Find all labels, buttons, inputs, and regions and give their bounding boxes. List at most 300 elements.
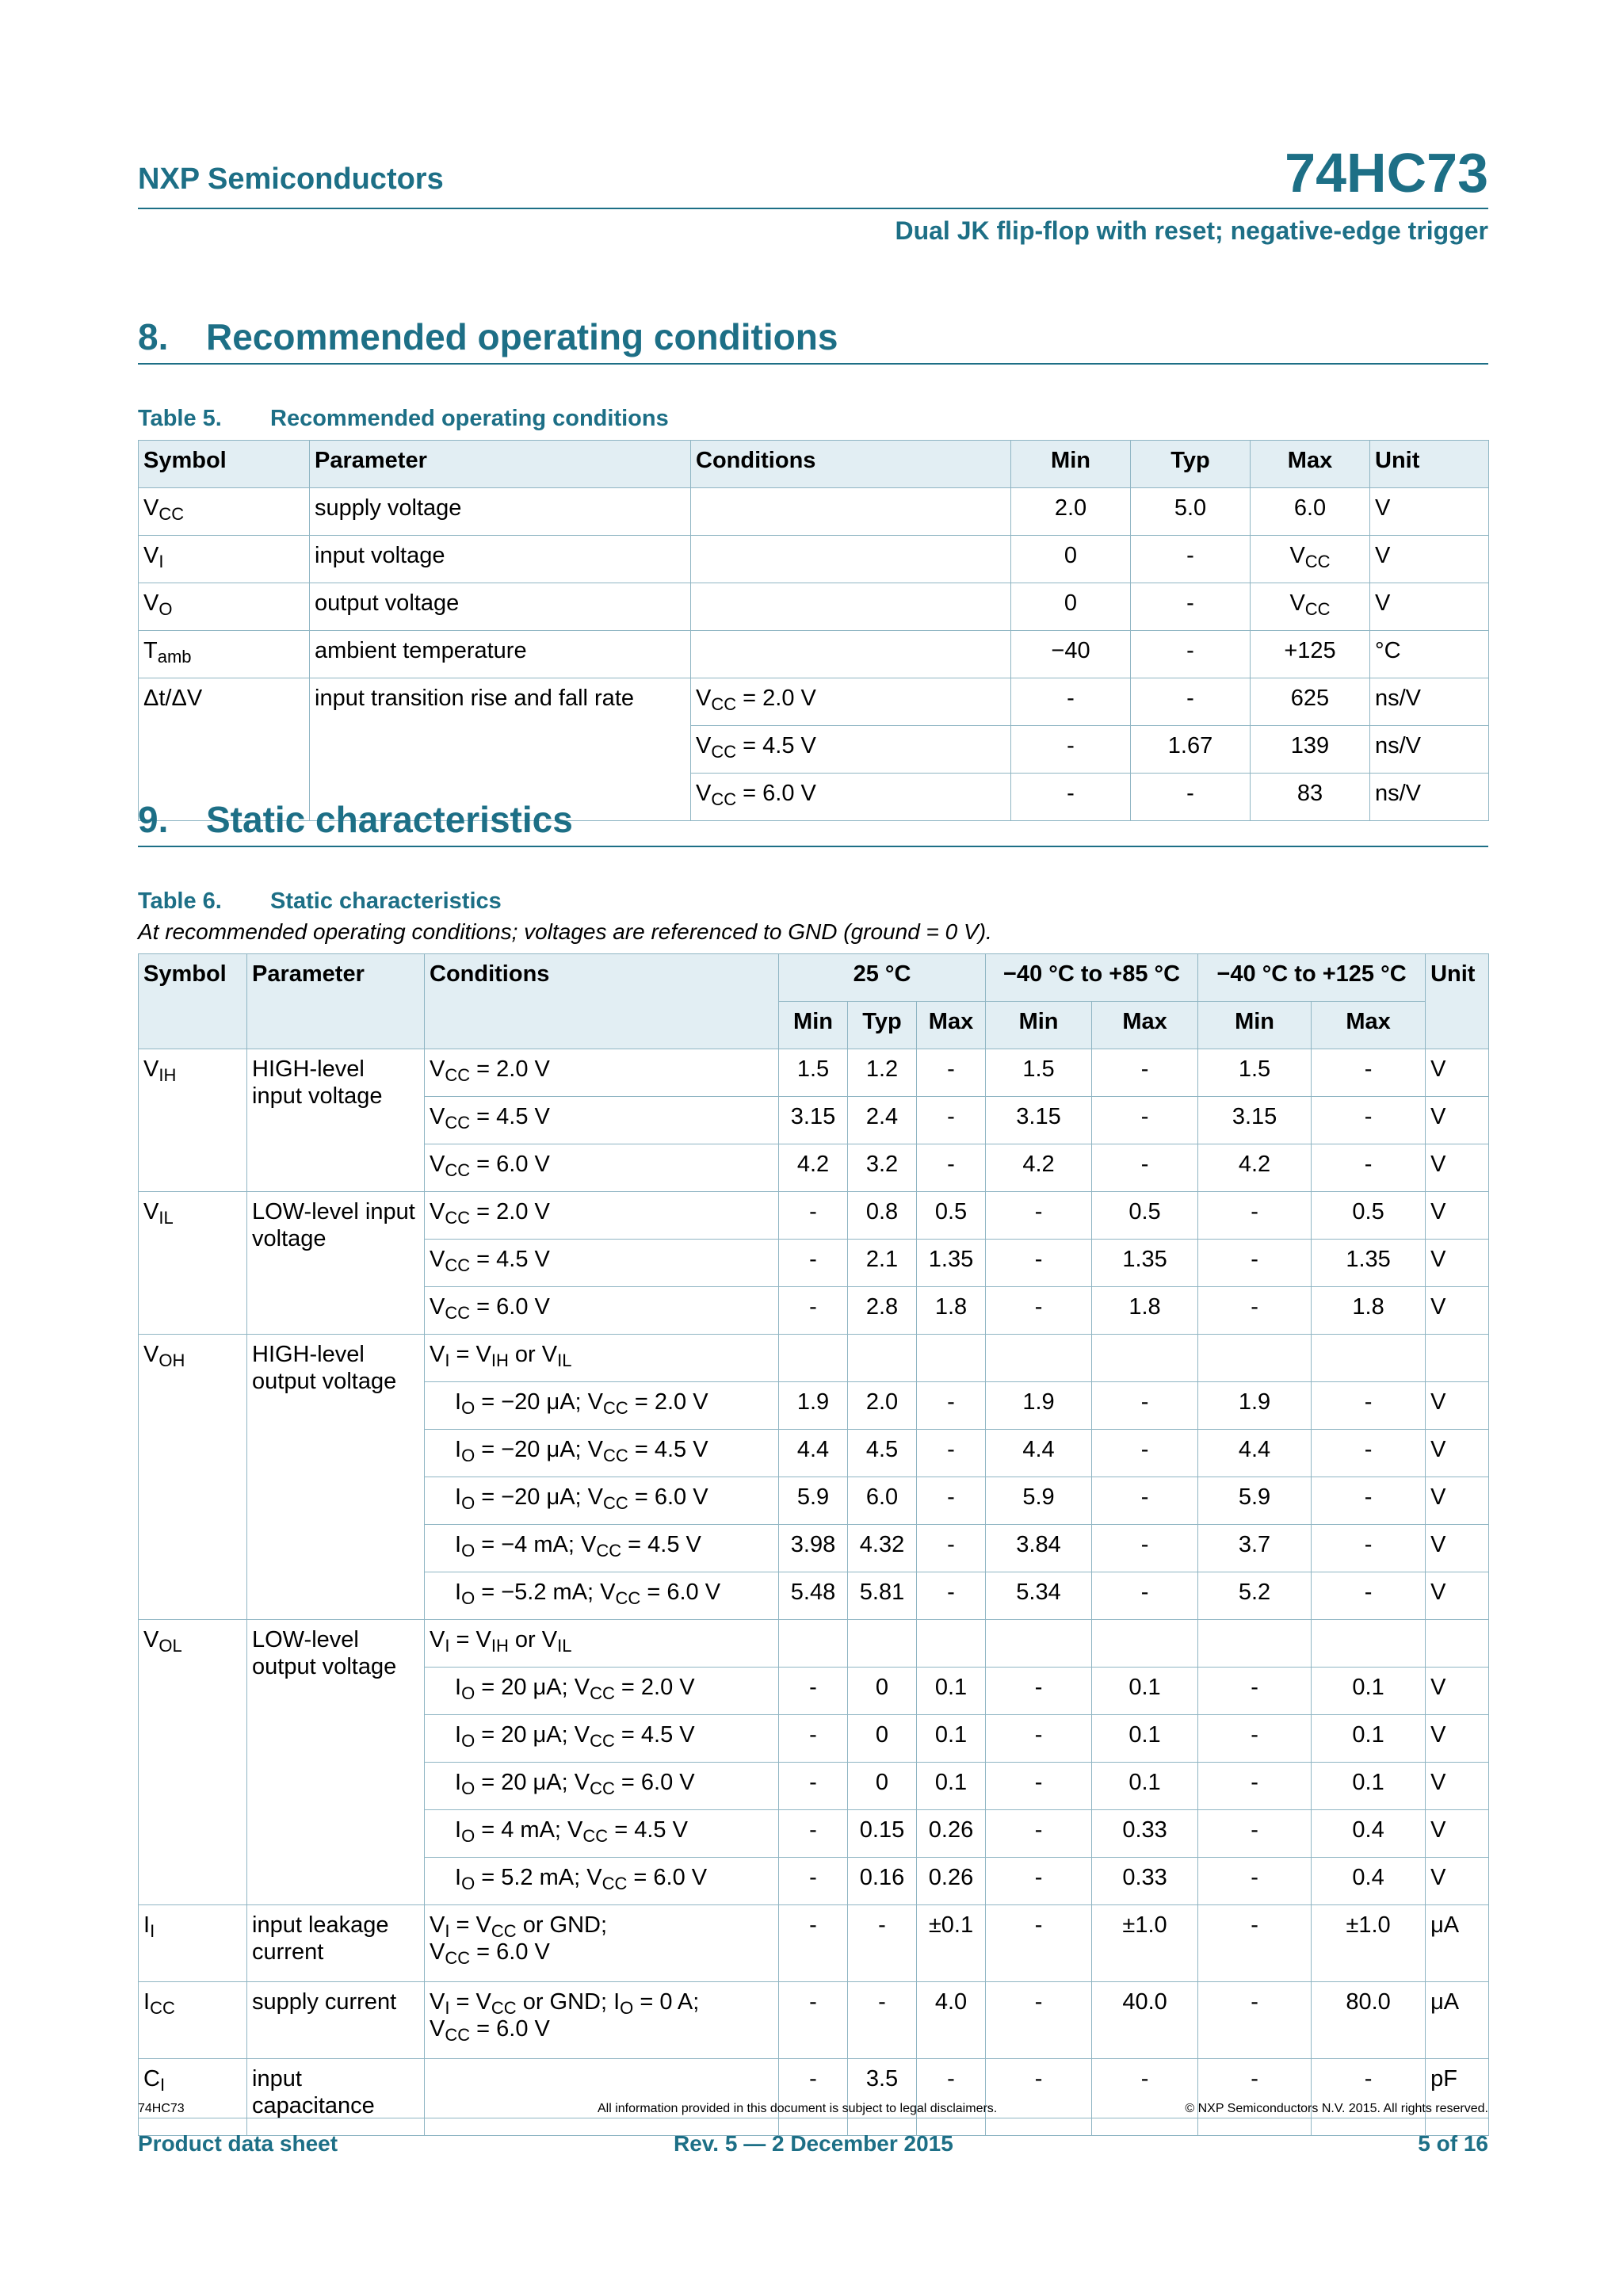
max-125c-cell: - (1312, 1477, 1426, 1525)
empty-cell (848, 1335, 917, 1382)
max-cell: 625 (1251, 678, 1370, 726)
max-25c-cell: 0.1 (917, 1668, 986, 1715)
max-25c-cell: 1.8 (917, 1287, 986, 1335)
min-25c-cell: 5.48 (779, 1572, 848, 1620)
conditions-cell (691, 488, 1011, 536)
section-number: 9. (138, 799, 169, 840)
header-max: Max (1251, 441, 1370, 488)
conditions-cell: $V_{CC} = 4.5$ V (691, 726, 1011, 774)
unit-cell: pF (1426, 2059, 1489, 2136)
parameter-cell: LOW-level input voltage (247, 1192, 425, 1335)
conditions-cell: $I_O = -4$ mA; $V_{CC} = 4.5$ V (425, 1525, 779, 1572)
table-row (139, 1982, 1489, 2059)
table-row (139, 583, 1489, 631)
document-subtitle: Dual JK flip-flop with reset; negative-edge trigger (895, 216, 1488, 245)
typ-25c-cell: 0.8 (848, 1192, 917, 1240)
table-row (139, 488, 1489, 536)
min-85c-cell: 3.84 (986, 1525, 1092, 1572)
min-85c-cell: - (986, 1763, 1092, 1810)
min-cell: −40 (1011, 631, 1131, 678)
unit-cell: V (1426, 1715, 1489, 1763)
min-85c-cell: 1.5 (986, 1049, 1092, 1097)
conditions-cell: $I_O = 5.2$ mA; $V_{CC} = 6.0$ V (425, 1858, 779, 1905)
table-row (139, 1905, 1489, 1982)
typ-cell: - (1131, 631, 1251, 678)
header-symbol: Symbol (139, 441, 310, 488)
max-85c-cell: - (1092, 1382, 1198, 1430)
max-85c-cell: 0.1 (1092, 1715, 1198, 1763)
parameter-cell: output voltage (310, 583, 691, 631)
max-25c-cell: 0.1 (917, 1763, 986, 1810)
typ-cell: - (1131, 536, 1251, 583)
min-125c-cell: - (1198, 2059, 1312, 2136)
table-row (139, 1049, 1489, 1097)
typ-25c-cell: 6.0 (848, 1477, 917, 1525)
unit-cell: V (1426, 1097, 1489, 1144)
max-25c-cell: - (917, 1477, 986, 1525)
unit-cell: V (1426, 1858, 1489, 1905)
min-25c-cell: 1.9 (779, 1382, 848, 1430)
header-symbol: Symbol (139, 954, 247, 1049)
table-row (139, 1335, 1489, 1382)
symbol-cell: $I_I$ (139, 1905, 247, 1982)
conditions-cell: $V_{CC} = 6.0$ V (425, 1287, 779, 1335)
conditions-cell: $V_I = V_{CC}$ or GND; $V_{CC} = 6.0$ V (425, 1905, 779, 1982)
typ-25c-cell: 1.2 (848, 1049, 917, 1097)
min-85c-cell: - (986, 1858, 1092, 1905)
min-25c-cell: - (779, 1715, 848, 1763)
typ-cell: - (1131, 774, 1251, 821)
unit-cell: V (1426, 1144, 1489, 1192)
conditions-cell: $V_{CC} = 4.5$ V (425, 1097, 779, 1144)
conditions-cell: $V_I = V_{IH}$ or $V_{IL}$ (425, 1335, 779, 1382)
footer-doc-type: Product data sheet (138, 2131, 338, 2156)
unit-cell: μA (1426, 1982, 1489, 2059)
conditions-cell (691, 536, 1011, 583)
min-125c-cell: - (1198, 1763, 1312, 1810)
conditions-cell: $I_O = -5.2$ mA; $V_{CC} = 6.0$ V (425, 1572, 779, 1620)
max-85c-cell: ±1.0 (1092, 1905, 1198, 1982)
unit-cell: V (1426, 1192, 1489, 1240)
symbol-cell: $V_{OL}$ (139, 1620, 247, 1905)
section-title: Recommended operating conditions (206, 316, 838, 357)
min-25c-cell: - (779, 1287, 848, 1335)
header-parameter: Parameter (310, 441, 691, 488)
max-85c-cell: 0.5 (1092, 1192, 1198, 1240)
min-85c-cell: - (986, 1287, 1092, 1335)
footer-page-number: 5 of 16 (1418, 2131, 1488, 2156)
empty-cell (779, 1620, 848, 1668)
max-125c-cell: ±1.0 (1312, 1905, 1426, 1982)
min-125c-cell: - (1198, 1858, 1312, 1905)
typ-cell: 5.0 (1131, 488, 1251, 536)
conditions-cell: $I_O = 20$ μA; $V_{CC} = 2.0$ V (425, 1668, 779, 1715)
max-25c-cell: - (917, 1525, 986, 1572)
min-25c-cell: 1.5 (779, 1049, 848, 1097)
max-25c-cell: 1.35 (917, 1240, 986, 1287)
max-85c-cell: - (1092, 1430, 1198, 1477)
max-85c-cell: - (1092, 1572, 1198, 1620)
symbol-cell: $V_{IL}$ (139, 1192, 247, 1335)
section-8-heading (138, 315, 1488, 365)
parameter-cell: supply current (247, 1982, 425, 2059)
min-25c-cell: 3.98 (779, 1525, 848, 1572)
min-85c-cell: - (986, 1905, 1092, 1982)
max-125c-cell: 0.1 (1312, 1715, 1426, 1763)
symbol-cell: Δt/ΔV (139, 678, 310, 821)
typ-25c-cell: 5.81 (848, 1572, 917, 1620)
min-25c-cell: 4.2 (779, 1144, 848, 1192)
table-5-caption (138, 406, 669, 432)
max-25c-cell: - (917, 1430, 986, 1477)
min-125c-cell: - (1198, 1668, 1312, 1715)
conditions-cell: $V_{CC} = 6.0$ V (425, 1144, 779, 1192)
max-125c-cell: - (1312, 1097, 1426, 1144)
conditions-cell: $V_{CC} = 6.0$ V (691, 774, 1011, 821)
typ-25c-cell: 3.2 (848, 1144, 917, 1192)
table-header-row (139, 441, 1489, 488)
symbol-cell: $C_I$ (139, 2059, 247, 2136)
table-row (139, 536, 1489, 583)
typ-25c-cell: 3.5 (848, 2059, 917, 2136)
min-85c-cell: - (986, 1192, 1092, 1240)
typ-25c-cell: 0.16 (848, 1858, 917, 1905)
parameter-cell: input leakage current (247, 1905, 425, 1982)
parameter-cell: input voltage (310, 536, 691, 583)
conditions-cell: $I_O = 4$ mA; $V_{CC} = 4.5$ V (425, 1810, 779, 1858)
conditions-cell: $I_O = 20$ μA; $V_{CC} = 6.0$ V (425, 1763, 779, 1810)
table-row (139, 678, 1489, 726)
min-25c-cell: 3.15 (779, 1097, 848, 1144)
min-125c-cell: - (1198, 1192, 1312, 1240)
symbol-cell: $V_O$ (139, 583, 310, 631)
max-85c-cell: - (1092, 2059, 1198, 2136)
min-85c-cell: - (986, 2059, 1092, 2136)
part-number: 74HC73 (1285, 142, 1488, 204)
conditions-cell: $V_I = V_{CC}$ or GND; $I_O = 0$ A; $V_{CC} = 6.0$ V (425, 1982, 779, 2059)
max-cell: $V_{CC}$ (1251, 536, 1370, 583)
typ-25c-cell: 2.8 (848, 1287, 917, 1335)
symbol-cell: $V_{OH}$ (139, 1335, 247, 1620)
min-125c-cell: 4.4 (1198, 1430, 1312, 1477)
unit-cell: V (1370, 536, 1489, 583)
max-25c-cell: - (917, 1572, 986, 1620)
max-25c-cell: 4.0 (917, 1982, 986, 2059)
min-25c-cell: 4.4 (779, 1430, 848, 1477)
unit-cell: °C (1370, 631, 1489, 678)
typ-25c-cell: 0.15 (848, 1810, 917, 1858)
unit-cell: V (1370, 488, 1489, 536)
symbol-cell: $V_{CC}$ (139, 488, 310, 536)
empty-cell (1092, 1620, 1198, 1668)
table-row (139, 1192, 1489, 1240)
header-typ: Typ (1131, 441, 1251, 488)
min-85c-cell: - (986, 1810, 1092, 1858)
unit-cell: μA (1426, 1905, 1489, 1982)
min-25c-cell: - (779, 1858, 848, 1905)
parameter-cell: input transition rise and fall rate (310, 678, 691, 821)
parameter-cell: HIGH-level input voltage (247, 1049, 425, 1192)
typ-cell: - (1131, 678, 1251, 726)
header-min: Min (986, 1002, 1092, 1049)
max-cell: 83 (1251, 774, 1370, 821)
footer-revision: Rev. 5 — 2 December 2015 (674, 2131, 953, 2156)
empty-cell (1426, 1335, 1489, 1382)
symbol-cell: $I_{CC}$ (139, 1982, 247, 2059)
max-85c-cell: - (1092, 1525, 1198, 1572)
empty-cell (1092, 1335, 1198, 1382)
min-125c-cell: 4.2 (1198, 1144, 1312, 1192)
max-25c-cell: - (917, 1049, 986, 1097)
conditions-cell (691, 583, 1011, 631)
typ-25c-cell: 4.32 (848, 1525, 917, 1572)
max-25c-cell: 0.1 (917, 1715, 986, 1763)
footer-doc-id: 74HC73 (138, 2102, 185, 2115)
unit-cell: V (1370, 583, 1489, 631)
unit-cell: V (1426, 1763, 1489, 1810)
min-85c-cell: 4.2 (986, 1144, 1092, 1192)
max-85c-cell: - (1092, 1097, 1198, 1144)
header-min: Min (1198, 1002, 1312, 1049)
min-25c-cell: - (779, 1905, 848, 1982)
empty-cell (1198, 1335, 1312, 1382)
typ-25c-cell: 4.5 (848, 1430, 917, 1477)
max-125c-cell: - (1312, 1382, 1426, 1430)
unit-cell: ns/V (1370, 678, 1489, 726)
header-parameter: Parameter (247, 954, 425, 1049)
conditions-cell: $I_O = -20$ μA; $V_{CC} = 4.5$ V (425, 1430, 779, 1477)
max-125c-cell: - (1312, 1572, 1426, 1620)
max-85c-cell: - (1092, 1144, 1198, 1192)
unit-cell: V (1426, 1287, 1489, 1335)
min-125c-cell: - (1198, 1905, 1312, 1982)
max-25c-cell: - (917, 2059, 986, 2136)
min-cell: - (1011, 678, 1131, 726)
table-title: Recommended operating conditions (270, 406, 669, 431)
header-max: Max (917, 1002, 986, 1049)
max-125c-cell: 1.35 (1312, 1240, 1426, 1287)
typ-25c-cell: 2.0 (848, 1382, 917, 1430)
max-25c-cell: - (917, 1144, 986, 1192)
empty-cell (1426, 1620, 1489, 1668)
max-25c-cell: 0.26 (917, 1810, 986, 1858)
min-125c-cell: - (1198, 1810, 1312, 1858)
min-85c-cell: - (986, 1715, 1092, 1763)
static-characteristics-table (138, 953, 1489, 2136)
min-85c-cell: - (986, 1982, 1092, 2059)
max-25c-cell: ±0.1 (917, 1905, 986, 1982)
company-name: NXP Semiconductors (138, 162, 444, 196)
conditions-cell: $V_{CC} = 2.0$ V (691, 678, 1011, 726)
max-cell: +125 (1251, 631, 1370, 678)
conditions-cell: $I_O = 20$ μA; $V_{CC} = 4.5$ V (425, 1715, 779, 1763)
min-25c-cell: - (779, 1240, 848, 1287)
header-minus40-to-125c: −40 °C to +125 °C (1198, 954, 1426, 1002)
min-125c-cell: - (1198, 1715, 1312, 1763)
unit-cell: V (1426, 1668, 1489, 1715)
unit-cell: V (1426, 1525, 1489, 1572)
max-85c-cell: 0.33 (1092, 1810, 1198, 1858)
min-125c-cell: - (1198, 1287, 1312, 1335)
min-cell: 0 (1011, 536, 1131, 583)
header-divider (138, 208, 1488, 209)
conditions-cell: $I_O = -20$ μA; $V_{CC} = 2.0$ V (425, 1382, 779, 1430)
typ-25c-cell: - (848, 1982, 917, 2059)
symbol-cell: $V_I$ (139, 536, 310, 583)
typ-25c-cell: 0 (848, 1668, 917, 1715)
header-max: Max (1092, 1002, 1198, 1049)
table-number: Table 5. (138, 406, 222, 431)
min-125c-cell: 3.7 (1198, 1525, 1312, 1572)
max-85c-cell: 1.35 (1092, 1240, 1198, 1287)
min-cell: - (1011, 774, 1131, 821)
min-cell: 2.0 (1011, 488, 1131, 536)
min-25c-cell: - (779, 1668, 848, 1715)
empty-cell (1198, 1620, 1312, 1668)
max-125c-cell: 0.4 (1312, 1858, 1426, 1905)
conditions-cell: $V_I = V_{IH}$ or $V_{IL}$ (425, 1620, 779, 1668)
empty-cell (917, 1620, 986, 1668)
header-unit: Unit (1370, 441, 1489, 488)
max-125c-cell: 0.4 (1312, 1810, 1426, 1858)
typ-25c-cell: - (848, 1905, 917, 1982)
unit-cell: ns/V (1370, 726, 1489, 774)
conditions-cell: $V_{CC} = 2.0$ V (425, 1049, 779, 1097)
recommended-operating-conditions-table (138, 440, 1489, 821)
max-25c-cell: - (917, 1382, 986, 1430)
max-85c-cell: 40.0 (1092, 1982, 1198, 2059)
section-9-heading (138, 798, 1488, 847)
typ-25c-cell: 2.4 (848, 1097, 917, 1144)
min-125c-cell: 1.9 (1198, 1382, 1312, 1430)
empty-cell (986, 1620, 1092, 1668)
max-25c-cell: - (917, 1097, 986, 1144)
header-min: Min (779, 1002, 848, 1049)
header-unit: Unit (1426, 954, 1489, 1049)
empty-cell (848, 1620, 917, 1668)
table-6-note: At recommended operating conditions; voltages are referenced to GND (ground = 0 V). (138, 919, 992, 944)
empty-cell (917, 1335, 986, 1382)
table-6-caption (138, 888, 502, 915)
empty-cell (1312, 1620, 1426, 1668)
section-title: Static characteristics (206, 799, 573, 840)
max-25c-cell: 0.26 (917, 1858, 986, 1905)
parameter-cell: input capacitance (247, 2059, 425, 2136)
unit-cell: ns/V (1370, 774, 1489, 821)
max-125c-cell: 0.1 (1312, 1763, 1426, 1810)
header-min: Min (1011, 441, 1131, 488)
max-125c-cell: 0.5 (1312, 1192, 1426, 1240)
typ-25c-cell: 0 (848, 1715, 917, 1763)
min-cell: 0 (1011, 583, 1131, 631)
min-25c-cell: - (779, 1810, 848, 1858)
conditions-cell: $V_{CC} = 2.0$ V (425, 1192, 779, 1240)
header-conditions: Conditions (425, 954, 779, 1049)
min-25c-cell: - (779, 1763, 848, 1810)
max-125c-cell: 0.1 (1312, 1668, 1426, 1715)
max-125c-cell: - (1312, 1430, 1426, 1477)
table-header-row (139, 954, 1489, 1002)
header-conditions: Conditions (691, 441, 1011, 488)
max-85c-cell: 1.8 (1092, 1287, 1198, 1335)
conditions-cell: $V_{CC} = 4.5$ V (425, 1240, 779, 1287)
parameter-cell: LOW-level output voltage (247, 1620, 425, 1905)
table-title: Static characteristics (270, 888, 502, 914)
min-85c-cell: 3.15 (986, 1097, 1092, 1144)
max-25c-cell: 0.5 (917, 1192, 986, 1240)
max-125c-cell: 80.0 (1312, 1982, 1426, 2059)
min-125c-cell: 3.15 (1198, 1097, 1312, 1144)
min-25c-cell: - (779, 1192, 848, 1240)
typ-cell: 1.67 (1131, 726, 1251, 774)
min-85c-cell: 1.9 (986, 1382, 1092, 1430)
typ-25c-cell: 0 (848, 1763, 917, 1810)
empty-cell (779, 1335, 848, 1382)
parameter-cell: supply voltage (310, 488, 691, 536)
max-85c-cell: 0.33 (1092, 1858, 1198, 1905)
symbol-cell: $T_{amb}$ (139, 631, 310, 678)
min-25c-cell: 5.9 (779, 1477, 848, 1525)
header-max: Max (1312, 1002, 1426, 1049)
min-85c-cell: - (986, 1668, 1092, 1715)
parameter-cell: HIGH-level output voltage (247, 1335, 425, 1620)
min-cell: - (1011, 726, 1131, 774)
min-85c-cell: 5.34 (986, 1572, 1092, 1620)
conditions-cell (425, 2059, 779, 2136)
typ-cell: - (1131, 583, 1251, 631)
min-125c-cell: - (1198, 1982, 1312, 2059)
max-cell: $V_{CC}$ (1251, 583, 1370, 631)
table-number: Table 6. (138, 888, 222, 914)
header-minus40-to-85c: −40 °C to +85 °C (986, 954, 1198, 1002)
max-85c-cell: 0.1 (1092, 1763, 1198, 1810)
conditions-cell (691, 631, 1011, 678)
min-125c-cell: 1.5 (1198, 1049, 1312, 1097)
conditions-cell: $I_O = -20$ μA; $V_{CC} = 6.0$ V (425, 1477, 779, 1525)
max-125c-cell: - (1312, 1525, 1426, 1572)
max-85c-cell: - (1092, 1477, 1198, 1525)
header-25c: 25 °C (779, 954, 986, 1002)
unit-cell: V (1426, 1572, 1489, 1620)
unit-cell: V (1426, 1430, 1489, 1477)
empty-cell (986, 1335, 1092, 1382)
unit-cell: V (1426, 1049, 1489, 1097)
min-85c-cell: - (986, 1240, 1092, 1287)
footer-copyright: © NXP Semiconductors N.V. 2015. All rights reserved. (1185, 2102, 1488, 2115)
max-125c-cell: - (1312, 2059, 1426, 2136)
table-row (139, 2059, 1489, 2136)
min-85c-cell: 5.9 (986, 1477, 1092, 1525)
min-125c-cell: 5.9 (1198, 1477, 1312, 1525)
unit-cell: V (1426, 1382, 1489, 1430)
min-25c-cell: - (779, 1982, 848, 2059)
section-number: 8. (138, 316, 169, 357)
max-85c-cell: 0.1 (1092, 1668, 1198, 1715)
table-row (139, 1620, 1489, 1668)
max-125c-cell: 1.8 (1312, 1287, 1426, 1335)
parameter-cell: ambient temperature (310, 631, 691, 678)
empty-cell (1312, 1335, 1426, 1382)
footer-disclaimer: All information provided in this document is subject to legal disclaimers. (598, 2102, 998, 2115)
max-125c-cell: - (1312, 1049, 1426, 1097)
max-125c-cell: - (1312, 1144, 1426, 1192)
table-row (139, 631, 1489, 678)
min-125c-cell: - (1198, 1240, 1312, 1287)
typ-25c-cell: 2.1 (848, 1240, 917, 1287)
unit-cell: V (1426, 1240, 1489, 1287)
header-typ: Typ (848, 1002, 917, 1049)
min-125c-cell: 5.2 (1198, 1572, 1312, 1620)
